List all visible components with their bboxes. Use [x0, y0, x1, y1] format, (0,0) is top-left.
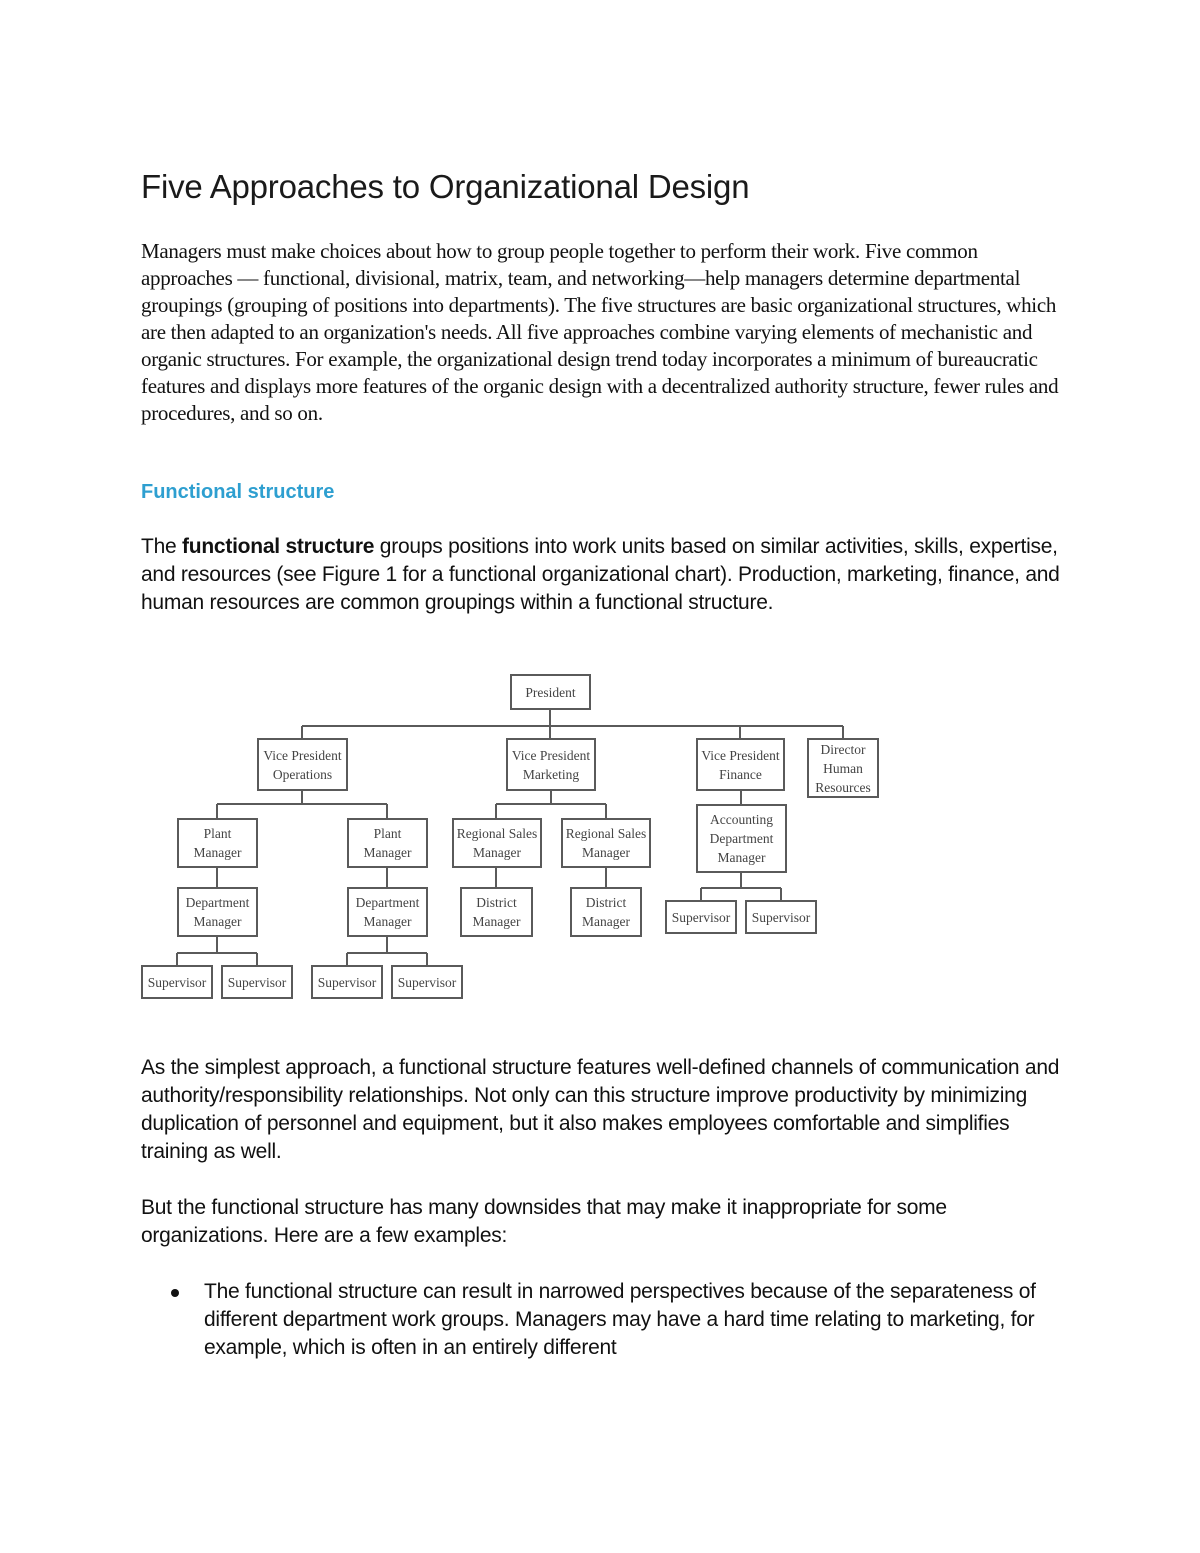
para-text: The: [141, 535, 183, 558]
org-node-supervisor: Supervisor: [665, 900, 737, 934]
para-text: groups positions into work units based on similar activities, skills, expertise, and resources (see Figure 1 for a functional organizational chart). Production, marketing, finance, and human resources are common groupings within a functional structure.: [141, 535, 1060, 614]
bullet-icon: [171, 1289, 179, 1297]
org-node-supervisor: Supervisor: [311, 965, 383, 999]
org-node-supervisor: Supervisor: [221, 965, 293, 999]
org-node-supervisor: Supervisor: [745, 900, 817, 934]
downsides-paragraph: But the functional structure has many downsides that may make it inappropriate for some organizations. Here are a few examples:: [141, 1196, 947, 1247]
org-node-director-hr: Director Human Resources: [807, 738, 879, 798]
org-node-plant-manager: Plant Manager: [177, 818, 258, 868]
org-node-supervisor: Supervisor: [391, 965, 463, 999]
org-node-regional-sales-manager: Regional Sales Manager: [452, 818, 542, 868]
functional-structure-paragraph: [141, 533, 1061, 617]
org-node-supervisor: Supervisor: [141, 965, 213, 999]
org-node-district-manager: District Manager: [460, 887, 533, 937]
simplest-approach-paragraph: As the simplest approach, a functional structure features well-defined channels of communication and authority/responsibility relationships. Not only can this structure improve productivity by minimizing duplication of personnel and equipment, but it also makes employees comfortable and simplifies training as well.: [141, 1056, 1060, 1163]
org-node-accounting-manager: Accounting Department Manager: [696, 804, 787, 873]
org-node-regional-sales-manager: Regional Sales Manager: [561, 818, 651, 868]
bold-term: functional structure: [182, 535, 375, 558]
org-node-president: President: [510, 674, 591, 710]
org-node-department-manager: Department Manager: [347, 887, 428, 937]
org-node-district-manager: District Manager: [570, 887, 642, 937]
org-node-vp-marketing: Vice President Marketing: [506, 738, 596, 791]
list-item: [141, 1278, 1061, 1362]
page-title: Five Approaches to Organizational Design: [141, 168, 750, 205]
org-node-vp-finance: Vice President Finance: [696, 738, 785, 791]
org-node-vp-operations: Vice President Operations: [257, 738, 348, 791]
org-node-plant-manager: Plant Manager: [347, 818, 428, 868]
downsides-list: [141, 1278, 1061, 1362]
intro-paragraph: Managers must make choices about how to group people together to perform their work. Five common approaches — functional, divisional, matrix, team, and networking—help managers determine departmental groupings (grouping of positions into departments). The five structures are basic organizational structures, which are then adapted to an organization's needs. All five approaches combine varying elements of mechanistic and organic structures. For example, the organizational design trend today incorporates a minimum of bureaucratic features and displays more features of the organic design with a decentralized authority structure, fewer rules and procedures, and so on.: [141, 239, 1059, 425]
list-item-text: The functional structure can result in narrowed perspectives because of the separateness of different department work groups. Managers may have a hard time relating to marketing, for example, which is often in an entirely different: [204, 1280, 1036, 1359]
section-heading: Functional structure: [141, 481, 335, 503]
org-node-department-manager: Department Manager: [177, 887, 258, 937]
